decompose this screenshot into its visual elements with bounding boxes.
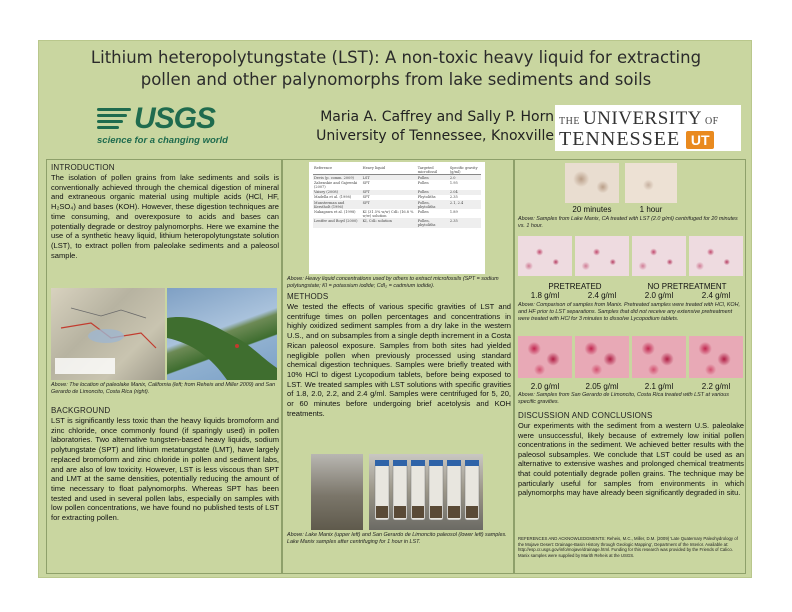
table-cell: 1.89 xyxy=(449,209,458,214)
methods-text: We tested the effects of various specific gravities of LST and centrifuge times on pollen percentages and concentrations in highly oxidized sediment samples from a dry lake in the western U.S., and on subsamples from a single depth increment in a Costa Rican paleosol exposure. Samples from both sites had yielded negligible pollen when previously processed using standard chemical digestion techniques. Samples were briefly treated with 10% HCl to digest Lycopodium tablets, before being exposed to LST. We treated samples with LST solutions with specific gravities of 1.8, 2.0, 2.2, and 2.4 g/ml. Samples were centrifuged for 5, 20, or 60 minutes before undergoing brief acetolysis and KOH treatments. xyxy=(287,302,511,418)
discussion-heading: DISCUSSION AND CONCLUSIONS xyxy=(518,411,653,420)
slide-pretreated-2 xyxy=(575,236,629,276)
table-cell: 2.0 xyxy=(449,175,456,180)
paleolake-manix-map xyxy=(51,288,165,380)
column-left xyxy=(46,159,282,574)
methods-heading: METHODS xyxy=(287,292,329,301)
table-header-cell: Specific gravity (g/ml) xyxy=(449,165,478,174)
usgs-logo xyxy=(97,102,228,149)
introduction-section xyxy=(51,163,279,260)
heavy-liquid-table xyxy=(309,162,485,274)
authors xyxy=(254,108,554,146)
table-cell: Nakagawa et al. (1998) xyxy=(314,209,356,214)
sg-label: 2.05 g/ml xyxy=(585,382,619,391)
label-20-minutes: 20 minutes xyxy=(572,205,612,214)
discussion-text: Our experiments with the sediment from a western U.S. paleolake were unsuccessful, likely because of extremely low initial pollen concentrations in the sediment. We achieved better results with the paleosol subsamples. We conclude that LST could be used as an alternative to extensive washes and prolonged chemical treatments that could potentially degrade pollen grains. The technique may be particularly useful for samples from environments in which palynomorphs may have already been significantly degraded in situ. xyxy=(518,421,744,498)
table-cell: LST xyxy=(362,175,370,180)
usgs-wordmark: USGS xyxy=(134,102,216,135)
title-line-2: pollen and other palynomorphs from lake sediments and soils xyxy=(140,70,652,89)
author-names: Maria A. Caffrey and Sally P. Horn xyxy=(320,109,554,125)
poster xyxy=(38,40,752,578)
utk-logo xyxy=(555,105,741,151)
table-cell: Madella et al. (1998) xyxy=(314,195,352,200)
table-cell: Devis (p. comm. 2009) xyxy=(314,175,354,180)
utk-university: UNIVERSITY xyxy=(582,108,702,129)
table-cell: Pollen xyxy=(417,209,429,214)
introduction-text: The isolation of pollen grains from lake sediments and soils is conventionally achieved through the chemical digestion of mineral and extraneous organic material using multiple acids (HCl, HF, H₂SO₄) and bases (KOH). However, these digestion techniques are time consuming, and overexposure to acids and bases can potentially degrade or destroy palynomorphs. Here we examine the use of a synthetic heavy liquid, lithium heteropolytungstate solution (LST), to extract pollen from paleolake sediments and a paleosol sample. xyxy=(51,173,279,260)
table-cell: SPT xyxy=(362,180,370,185)
pretreatment-caption: Above: Comparison of samples from Manix. Pretreated samples were treated with HCl, KOH, and HF prior to LST separations. Samples that did not receive any extensive pretreatment were treated with HCl for 3 minutes to dissolve Lycopodium tablets. xyxy=(518,302,741,322)
centrifuge-tubes-photo xyxy=(369,454,483,530)
column-middle xyxy=(282,159,514,574)
table-cell: SPT xyxy=(362,195,370,200)
table-cell: Pollen xyxy=(417,175,429,180)
label-no-pretreatment: NO PRETREATMENT xyxy=(647,282,727,291)
slide-costa-rica-1 xyxy=(518,336,572,378)
background-heading: BACKGROUND xyxy=(51,406,111,415)
table-cell: Munsterman and Kerstholt (1996) xyxy=(314,200,345,209)
lake-manix-sample-photo xyxy=(311,454,363,530)
slide-20-minutes xyxy=(565,163,619,203)
slide-costa-rica-3 xyxy=(632,336,686,378)
sg-label: 2.4 g/ml xyxy=(701,291,731,300)
table-cell: Vaisey (2008) xyxy=(314,190,339,195)
table-cell: SPT xyxy=(362,200,370,205)
utk-tennessee: TENNESSEE xyxy=(559,128,681,150)
table-cell: Pollen, phytoliths xyxy=(417,218,436,227)
table-cell: KI (31.5% w/w) CdI₂ (16.8 % w/w) solution xyxy=(362,209,414,218)
table-cell: 2.35 xyxy=(449,195,458,200)
references: REFERENCES AND ACKNOWLEDGMENTS: Reheis, M.C., Miller, D.M. (2009) 'Late Quaternary Paleohydrology of the Mojave Desert: Drainage-Basin History through Geologic Mapping', Department of the Interior. Available at: http://esp.cr.usgs.gov/info/mojave/drainage.html. Funding for this research was provided by the Friends of Calico. Manix samples were supplied by Marith Reheis at the USGS. xyxy=(518,536,738,558)
table-row xyxy=(313,218,481,227)
slide-untreated-1 xyxy=(632,236,686,276)
table-header-cell: Targeted microfossil xyxy=(417,165,438,174)
slide-pretreated-1 xyxy=(518,236,572,276)
table-row xyxy=(313,209,481,218)
column-right xyxy=(514,159,746,574)
table-cell: Phytoliths xyxy=(417,195,436,200)
sg-label: 2.0 g/ml xyxy=(530,382,560,391)
slide-untreated-2 xyxy=(689,236,743,276)
sg-label: 2.0 g/ml xyxy=(644,291,674,300)
table-cell: SPT xyxy=(362,190,370,195)
sg-label: 1.8 g/ml xyxy=(530,291,560,300)
utk-mark: UT xyxy=(686,131,714,149)
table-header-cell: Heavy liquid xyxy=(362,165,386,170)
title-line-1: Lithium heteropolytungstate (LST): A non-toxic heavy liquid for extracting xyxy=(90,48,702,67)
sg-label: 2.2 g/ml xyxy=(701,382,731,391)
background-text: LST is significantly less toxic than the heavy liquids bromoform and zinc chloride, once commonly found (if sparingly used) in pollen laboratories. Two alternative tungsten-based heavy liquids, sodium polytungstate (SPT) and lithium metatungstate (LMT), have largely replaced bromoform and zinc chloride in pollen and sediment labs, and are also of low toxicity. However, LST is less viscous than SPT and LMT at the same densities, potentially reducing the amount of time necessary to float palynomorphs. Whereas SPT has been tested and used in several pollen labs, especially on samples with low pollen concentrations, we have found no published tests of LST for extracting pollen. xyxy=(51,416,279,523)
usgs-wave-icon xyxy=(97,106,131,132)
label-pretreated: PRETREATED xyxy=(548,282,602,291)
table-cell: Pollen, phytoliths xyxy=(417,200,436,209)
usgs-tagline: science for a changing world xyxy=(97,135,228,146)
slide-1-hour xyxy=(625,163,677,203)
sg-label: 2.4 g/ml xyxy=(587,291,617,300)
label-1-hour: 1 hour xyxy=(639,205,663,214)
costa-rica-map xyxy=(167,288,277,380)
table-row xyxy=(313,200,481,209)
table-cell: Zabenskie and Gajewski (2007) xyxy=(314,180,358,189)
table-cell: 2.04 xyxy=(449,190,458,195)
utk-the: THE xyxy=(559,116,580,127)
slide-costa-rica-4 xyxy=(689,336,743,378)
introduction-heading: INTRODUCTION xyxy=(51,163,115,172)
methods-section xyxy=(287,292,511,418)
table-cell: KI, CdI₂ solution xyxy=(362,218,392,223)
poster-title xyxy=(39,47,753,91)
table-row xyxy=(313,180,481,189)
time-caption: Above: Samples from Lake Manix, CA treated with LST (2.0 g/ml) centrifuged for 20 minutes vs. 1 hour. xyxy=(518,216,738,229)
map-caption: Above: The location of paleolake Manix, California (left; from Reheis and Miller 2009) and San Gerardo de Limoncito, Costa Rica (right). xyxy=(51,382,276,395)
slide-costa-rica-2 xyxy=(575,336,629,378)
table-cell: Lentfer and Boyd (2000) xyxy=(314,218,358,223)
costa-rica-caption: Above: Samples from San Gerardo de Limoncito, Costa Rica treated with LST at various specific gravities. xyxy=(518,392,729,405)
table-cell: Pollen xyxy=(417,190,429,195)
utk-of: OF xyxy=(704,116,719,127)
table-cell: 1.95 xyxy=(449,180,458,185)
photo-caption: Above: Lake Manix (upper left) and San Gerardo de Limoncito paleosol (lower left) samples. Lake Manix samples after centrifuging for 1 hour in LST. xyxy=(287,532,507,545)
table-cell: Pollen xyxy=(417,180,429,185)
sg-label: 2.1 g/ml xyxy=(644,382,674,391)
author-affiliation: University of Tennessee, Knoxville xyxy=(316,128,554,144)
background-section xyxy=(51,406,279,523)
table-caption: Above: Heavy liquid concentrations used by others to extract microfossils (SPT = sodium polytungstate; KI = potassium iodide; CdI₂ = cadmium iodide). xyxy=(287,276,499,289)
table-cell: 2.1, 2.4 xyxy=(449,200,464,205)
table-cell: 2.35 xyxy=(449,218,458,223)
table-header-cell: Reference xyxy=(314,165,333,170)
discussion-section xyxy=(518,411,744,498)
